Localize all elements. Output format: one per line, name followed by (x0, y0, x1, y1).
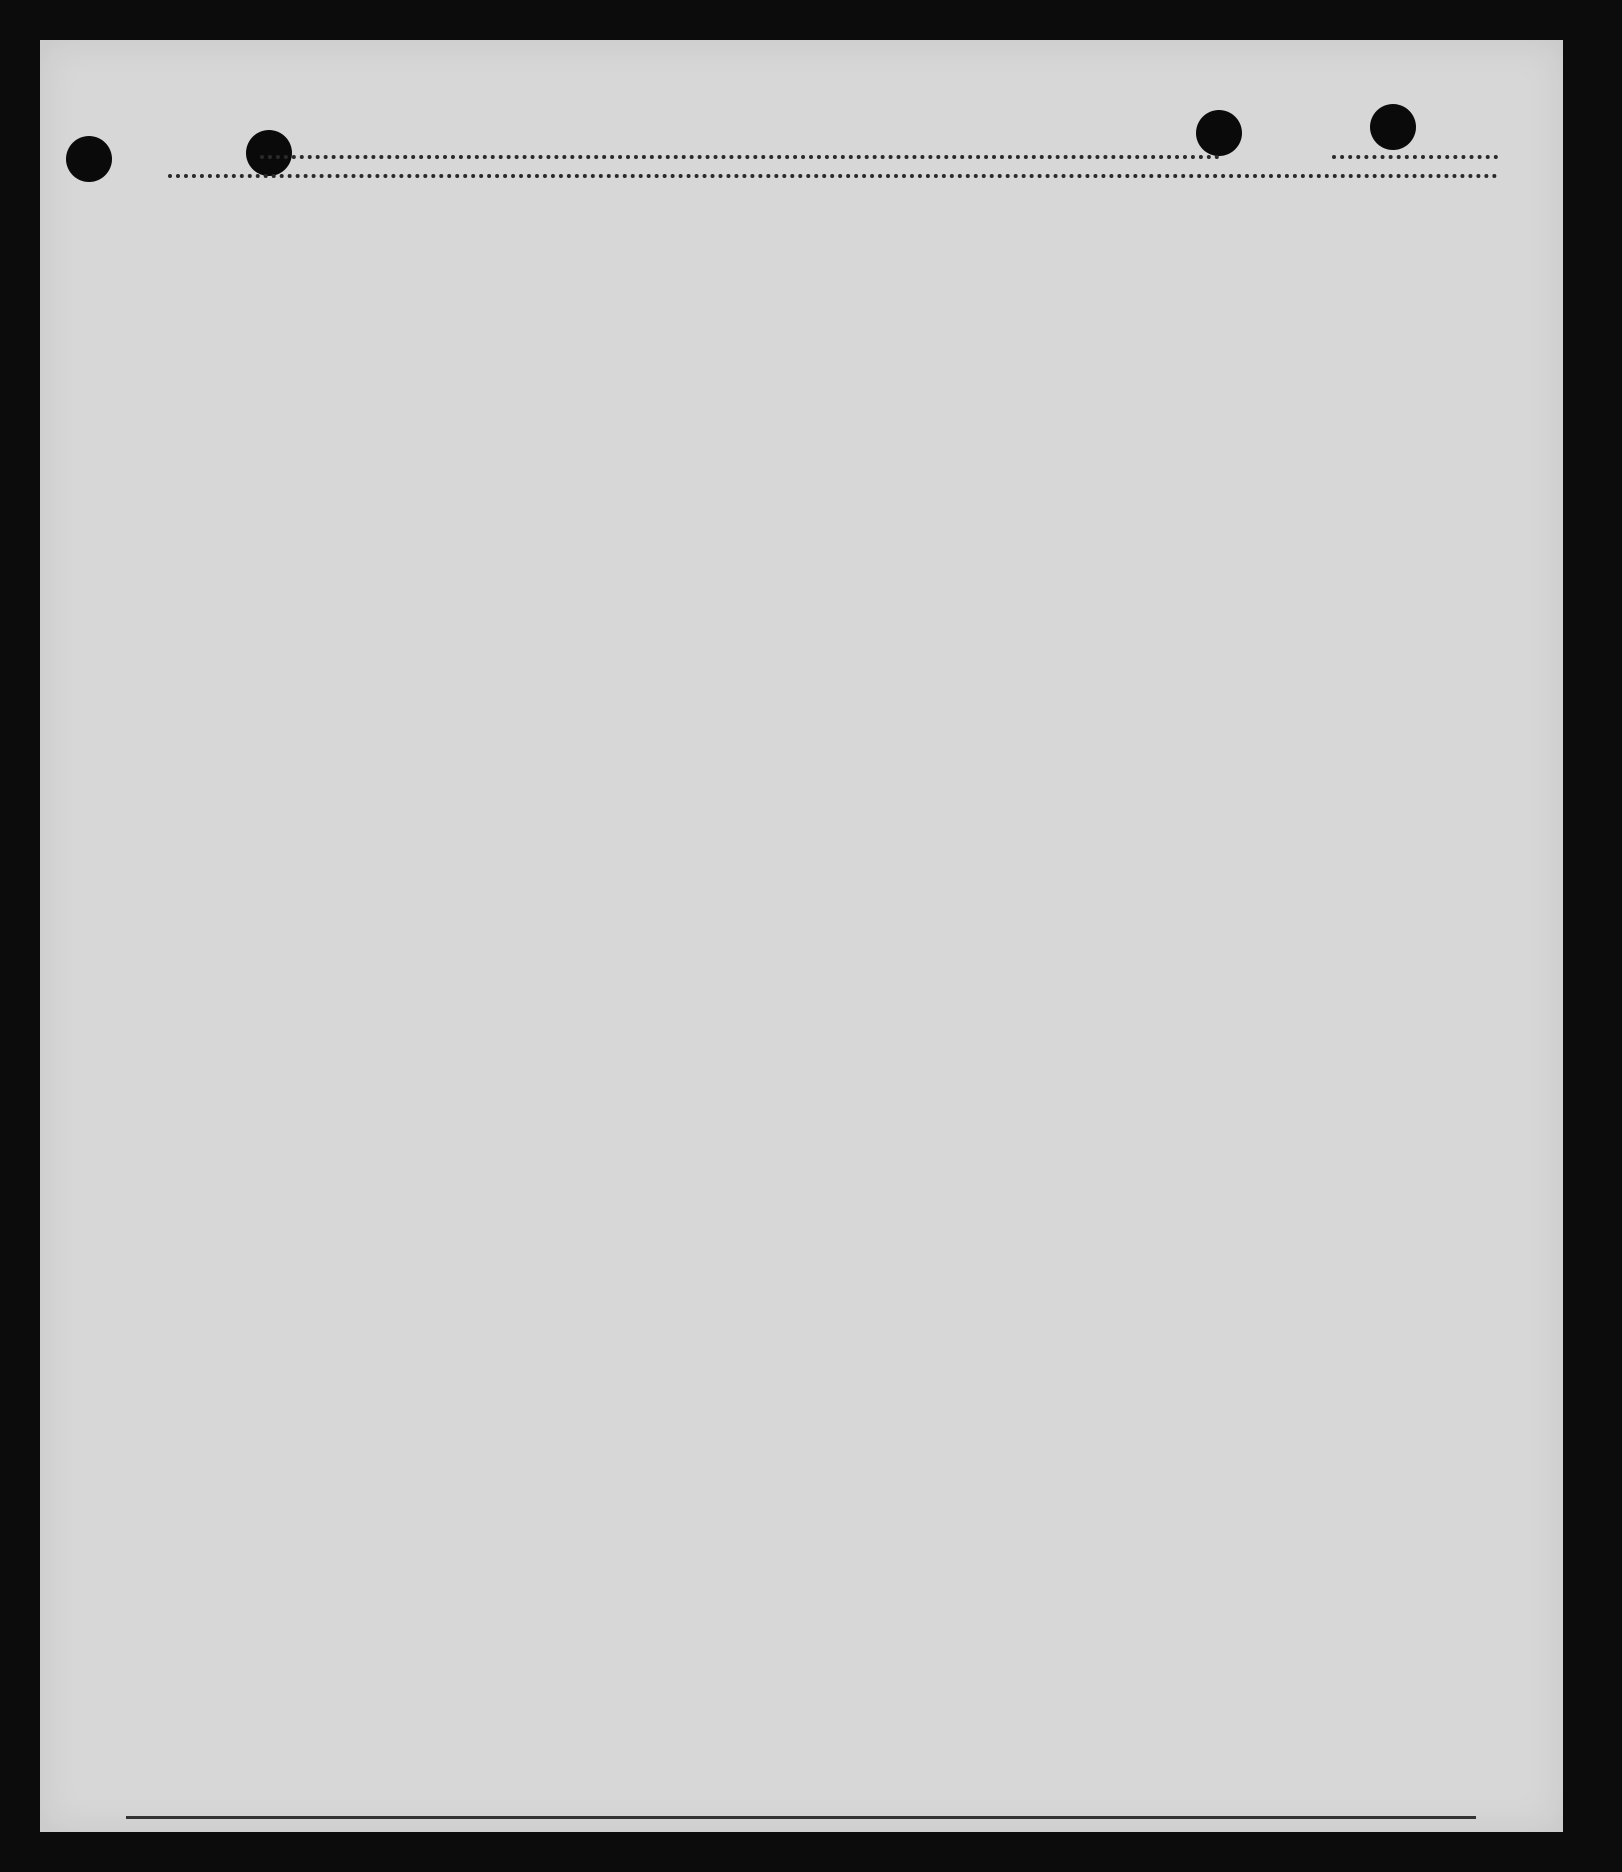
punch-hole-left (66, 136, 112, 182)
header-top-rule (168, 174, 1498, 178)
punch-hole-title (246, 130, 292, 176)
punch-hole-right-1 (1196, 110, 1242, 156)
punch-hole-right-2 (1370, 104, 1416, 150)
year-rule (1332, 155, 1498, 159)
form-sheet (40, 40, 1563, 1832)
bottom-edge-rule (126, 1816, 1476, 1819)
vessel-name-rule (260, 155, 1220, 159)
